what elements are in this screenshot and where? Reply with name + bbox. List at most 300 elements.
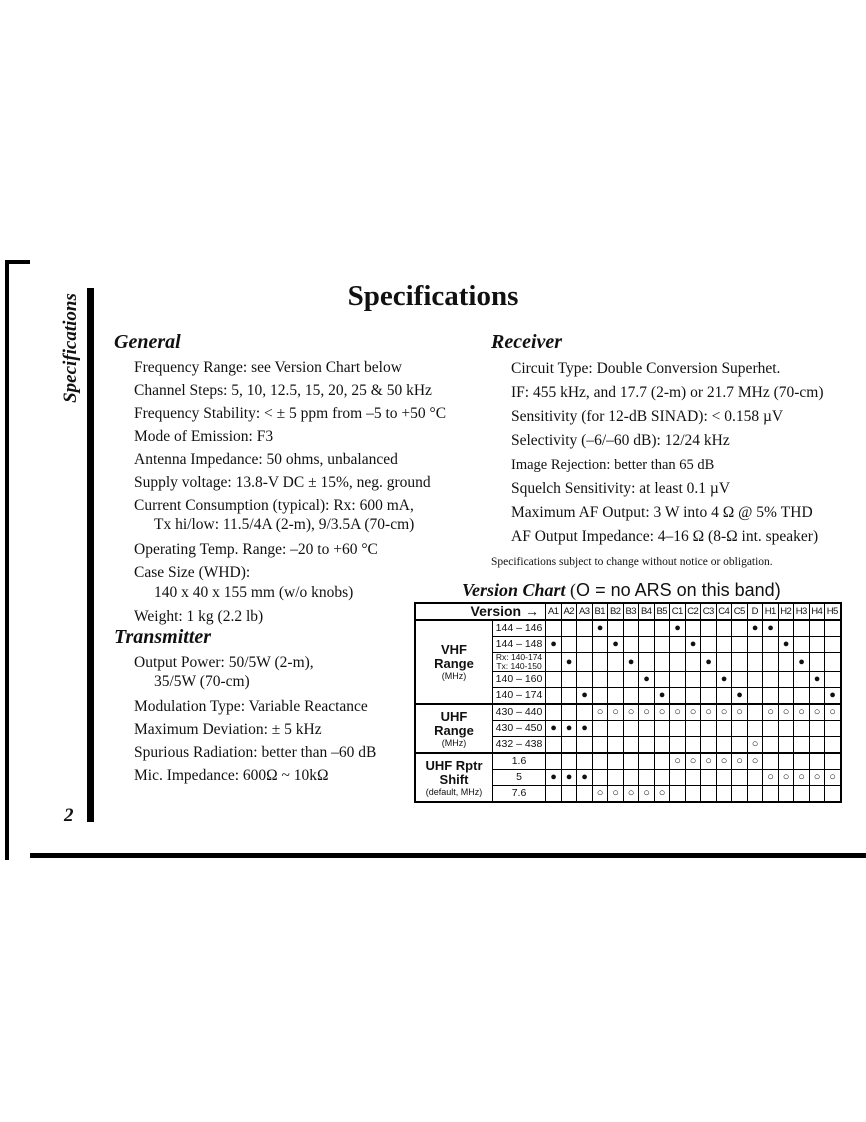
- empty-cell: [825, 620, 841, 637]
- empty-cell: [592, 770, 608, 786]
- empty-cell: [809, 786, 825, 803]
- ars-dot-mark: ●: [639, 672, 655, 688]
- empty-cell: [732, 770, 748, 786]
- spec-item: Image Rejection: better than 65 dB: [511, 457, 715, 473]
- empty-cell: [716, 737, 732, 754]
- ars-dot-mark: ●: [701, 653, 717, 672]
- group-name-line2: Shift: [439, 771, 469, 787]
- empty-cell: [809, 637, 825, 653]
- empty-cell: [701, 737, 717, 754]
- no-ars-circle-mark: ○: [685, 753, 701, 770]
- empty-cell: [670, 672, 686, 688]
- empty-cell: [546, 753, 562, 770]
- no-ars-circle-mark: ○: [747, 737, 763, 754]
- no-ars-circle-mark: ○: [685, 704, 701, 721]
- spec-item: Output Power: 50/5W (2-m),: [134, 654, 314, 671]
- empty-cell: [639, 753, 655, 770]
- empty-cell: [747, 786, 763, 803]
- empty-cell: [654, 721, 670, 737]
- empty-cell: [561, 704, 577, 721]
- table-row: [415, 753, 841, 770]
- empty-cell: [685, 653, 701, 672]
- empty-cell: [654, 770, 670, 786]
- general-spec-list: [134, 356, 446, 628]
- ars-dot-mark: ●: [577, 688, 593, 705]
- frequency-range-cell: [493, 737, 546, 754]
- no-ars-circle-mark: ○: [716, 753, 732, 770]
- ars-dot-mark: ●: [685, 637, 701, 653]
- ars-dot-mark: ●: [546, 721, 562, 737]
- ars-dot-mark: ●: [654, 688, 670, 705]
- empty-cell: [623, 672, 639, 688]
- frequency-range-cell: [493, 637, 546, 653]
- version-column-header: H5: [825, 603, 841, 620]
- ars-dot-mark: ●: [577, 721, 593, 737]
- group-name-line2: Range: [434, 656, 474, 671]
- version-column-header: H3: [794, 603, 810, 620]
- empty-cell: [623, 753, 639, 770]
- empty-cell: [825, 737, 841, 754]
- spec-item: Mic. Impedance: 600Ω ~ 10kΩ: [134, 767, 329, 784]
- range-text: 5: [516, 771, 522, 783]
- empty-cell: [561, 786, 577, 803]
- empty-cell: [670, 721, 686, 737]
- frequency-range-cell: [493, 753, 546, 770]
- empty-cell: [701, 672, 717, 688]
- empty-cell: [794, 737, 810, 754]
- empty-cell: [639, 653, 655, 672]
- empty-cell: [809, 721, 825, 737]
- empty-cell: [778, 653, 794, 672]
- empty-cell: [732, 672, 748, 688]
- version-column-header: H1: [763, 603, 779, 620]
- legend-text: = no ARS on this band): [590, 580, 781, 600]
- ars-dot-mark: ●: [716, 672, 732, 688]
- spec-item: Selectivity (–6/–60 dB): 12/24 kHz: [511, 432, 730, 449]
- legend-open-circle-symbol: O: [576, 580, 591, 600]
- empty-cell: [639, 770, 655, 786]
- empty-cell: [825, 637, 841, 653]
- empty-cell: [670, 737, 686, 754]
- empty-cell: [794, 637, 810, 653]
- empty-cell: [685, 672, 701, 688]
- ars-dot-mark: ●: [732, 688, 748, 705]
- side-rule: [87, 288, 94, 822]
- range-text: 140 – 160: [495, 673, 543, 685]
- empty-cell: [701, 620, 717, 637]
- no-ars-circle-mark: ○: [670, 704, 686, 721]
- version-chart-table: [414, 602, 842, 803]
- range-text: Rx: 140-174: [495, 652, 543, 662]
- range-text: 1.6: [511, 755, 527, 767]
- empty-cell: [794, 672, 810, 688]
- empty-cell: [561, 753, 577, 770]
- version-column-header: C2: [685, 603, 701, 620]
- version-chart-heading: Version Chart: [462, 580, 566, 600]
- empty-cell: [592, 753, 608, 770]
- group-unit: (default, MHz): [425, 786, 483, 797]
- spec-item: Supply voltage: 13.8-V DC ± 15%, neg. ground: [134, 474, 431, 491]
- empty-cell: [809, 753, 825, 770]
- ars-dot-mark: ●: [763, 620, 779, 637]
- range-text: 432 – 438: [495, 738, 543, 750]
- empty-cell: [546, 737, 562, 754]
- ars-dot-mark: ●: [561, 721, 577, 737]
- no-ars-circle-mark: ○: [794, 770, 810, 786]
- no-ars-circle-mark: ○: [639, 786, 655, 803]
- version-column-header: B2: [608, 603, 624, 620]
- empty-cell: [778, 721, 794, 737]
- no-ars-circle-mark: ○: [763, 704, 779, 721]
- empty-cell: [732, 653, 748, 672]
- spec-item: Modulation Type: Variable Reactance: [134, 698, 368, 715]
- receiver-spec-list: [511, 357, 824, 549]
- empty-cell: [577, 704, 593, 721]
- empty-cell: [809, 737, 825, 754]
- empty-cell: [561, 620, 577, 637]
- no-ars-circle-mark: ○: [747, 753, 763, 770]
- no-ars-circle-mark: ○: [701, 704, 717, 721]
- empty-cell: [654, 620, 670, 637]
- version-column-header: B1: [592, 603, 608, 620]
- empty-cell: [701, 770, 717, 786]
- range-text: 430 – 440: [495, 706, 543, 718]
- empty-cell: [685, 786, 701, 803]
- no-ars-circle-mark: ○: [592, 786, 608, 803]
- spec-item: Case Size (WHD):: [134, 564, 251, 581]
- no-ars-circle-mark: ○: [701, 753, 717, 770]
- empty-cell: [732, 721, 748, 737]
- empty-cell: [654, 653, 670, 672]
- no-ars-circle-mark: ○: [825, 704, 841, 721]
- empty-cell: [794, 688, 810, 705]
- empty-cell: [747, 637, 763, 653]
- empty-cell: [623, 620, 639, 637]
- spec-item: Sensitivity (for 12-dB SINAD): < 0.158 µV: [511, 408, 784, 425]
- page-number: 2: [64, 805, 74, 826]
- frequency-range-cell: [493, 721, 546, 737]
- ars-dot-mark: ●: [794, 653, 810, 672]
- empty-cell: [654, 672, 670, 688]
- empty-cell: [716, 770, 732, 786]
- empty-cell: [577, 753, 593, 770]
- group-unit: (MHz): [441, 737, 467, 748]
- range-text: 140 – 174: [495, 689, 543, 701]
- empty-cell: [747, 704, 763, 721]
- empty-cell: [546, 786, 562, 803]
- range-text: 144 – 148: [495, 638, 543, 650]
- transmitter-spec-list: [134, 653, 376, 787]
- empty-cell: [747, 653, 763, 672]
- table-row: [415, 704, 841, 721]
- version-column-header: B3: [623, 603, 639, 620]
- empty-cell: [546, 653, 562, 672]
- empty-cell: [592, 653, 608, 672]
- corner-mark: [5, 260, 9, 860]
- legend-open-paren: (: [570, 580, 577, 600]
- version-column-header: B5: [654, 603, 670, 620]
- spec-item: Maximum AF Output: 3 W into 4 Ω @ 5% THD: [511, 504, 813, 521]
- transmitter-heading: Transmitter: [114, 626, 212, 648]
- empty-cell: [608, 737, 624, 754]
- empty-cell: [623, 721, 639, 737]
- empty-cell: [561, 672, 577, 688]
- range-text: 144 – 146: [495, 622, 543, 634]
- empty-cell: [546, 620, 562, 637]
- empty-cell: [732, 637, 748, 653]
- disclaimer-note: Specifications subject to change without notice or obligation.: [491, 556, 773, 568]
- no-ars-circle-mark: ○: [794, 704, 810, 721]
- spec-item: Maximum Deviation: ± 5 kHz: [134, 721, 322, 738]
- empty-cell: [639, 737, 655, 754]
- no-ars-circle-mark: ○: [623, 704, 639, 721]
- empty-cell: [809, 653, 825, 672]
- frequency-range-cell: [493, 786, 546, 803]
- no-ars-circle-mark: ○: [732, 704, 748, 721]
- group-unit: (MHz): [441, 671, 467, 681]
- empty-cell: [639, 620, 655, 637]
- empty-cell: [701, 688, 717, 705]
- spec-item: Weight: 1 kg (2.2 lb): [134, 608, 264, 625]
- no-ars-circle-mark: ○: [592, 704, 608, 721]
- spec-item: Channel Steps: 5, 10, 12.5, 15, 20, 25 & 50 kHz: [134, 382, 432, 399]
- empty-cell: [747, 672, 763, 688]
- spec-item: Current Consumption (typical): Rx: 600 mA,: [134, 497, 414, 514]
- no-ars-circle-mark: ○: [809, 704, 825, 721]
- frequency-range-cell: [493, 672, 546, 688]
- empty-cell: [670, 653, 686, 672]
- no-ars-circle-mark: ○: [778, 770, 794, 786]
- general-heading: General: [114, 331, 181, 353]
- ars-dot-mark: ●: [778, 637, 794, 653]
- empty-cell: [685, 770, 701, 786]
- empty-cell: [747, 688, 763, 705]
- side-label-text: Specifications: [60, 293, 81, 403]
- empty-cell: [778, 688, 794, 705]
- empty-cell: [577, 786, 593, 803]
- empty-cell: [778, 753, 794, 770]
- empty-cell: [825, 672, 841, 688]
- empty-cell: [763, 753, 779, 770]
- empty-cell: [716, 620, 732, 637]
- spec-item: Tx hi/low: 11.5/4A (2-m), 9/3.5A (70-cm): [154, 516, 415, 533]
- ars-dot-mark: ●: [546, 770, 562, 786]
- spec-item: 35/5W (70-cm): [154, 673, 250, 690]
- version-column-header: A1: [546, 603, 562, 620]
- empty-cell: [608, 753, 624, 770]
- no-ars-circle-mark: ○: [825, 770, 841, 786]
- ars-dot-mark: ●: [623, 653, 639, 672]
- no-ars-circle-mark: ○: [716, 704, 732, 721]
- empty-cell: [763, 672, 779, 688]
- empty-cell: [670, 688, 686, 705]
- empty-cell: [747, 770, 763, 786]
- receiver-heading: Receiver: [491, 331, 563, 353]
- no-ars-circle-mark: ○: [623, 786, 639, 803]
- empty-cell: [670, 786, 686, 803]
- empty-cell: [763, 688, 779, 705]
- spec-item: IF: 455 kHz, and 17.7 (2-m) or 21.7 MHz (70-cm): [511, 384, 824, 401]
- no-ars-circle-mark: ○: [778, 704, 794, 721]
- no-ars-circle-mark: ○: [654, 786, 670, 803]
- empty-cell: [794, 620, 810, 637]
- version-column-header: H2: [778, 603, 794, 620]
- empty-cell: [716, 653, 732, 672]
- empty-cell: [561, 737, 577, 754]
- empty-cell: [732, 620, 748, 637]
- group-name: VHF: [441, 642, 467, 657]
- frequency-range-cell: [493, 770, 546, 786]
- empty-cell: [639, 688, 655, 705]
- version-column-header: A3: [577, 603, 593, 620]
- frequency-range-cell: [493, 688, 546, 705]
- empty-cell: [763, 721, 779, 737]
- spec-item: Circuit Type: Double Conversion Superhet.: [511, 360, 781, 377]
- group-name: UHF: [440, 708, 468, 724]
- group-label: [415, 620, 493, 704]
- empty-cell: [732, 786, 748, 803]
- empty-cell: [592, 672, 608, 688]
- version-column-header: A2: [561, 603, 577, 620]
- empty-cell: [670, 770, 686, 786]
- empty-cell: [778, 620, 794, 637]
- chart-header-row: [415, 603, 841, 620]
- empty-cell: [778, 737, 794, 754]
- ars-dot-mark: ●: [809, 672, 825, 688]
- empty-cell: [701, 637, 717, 653]
- no-ars-circle-mark: ○: [809, 770, 825, 786]
- group-label: [415, 704, 493, 753]
- empty-cell: [577, 672, 593, 688]
- empty-cell: [623, 637, 639, 653]
- spec-item: AF Output Impedance: 4–16 Ω (8-Ω int. speaker): [511, 528, 819, 545]
- no-ars-circle-mark: ○: [608, 704, 624, 721]
- spec-item: Mode of Emission: F3: [134, 428, 274, 445]
- empty-cell: [577, 653, 593, 672]
- empty-cell: [577, 620, 593, 637]
- empty-cell: [670, 637, 686, 653]
- empty-cell: [639, 637, 655, 653]
- ars-dot-mark: ●: [825, 688, 841, 705]
- empty-cell: [592, 688, 608, 705]
- empty-cell: [716, 637, 732, 653]
- empty-cell: [701, 721, 717, 737]
- empty-cell: [577, 637, 593, 653]
- version-column-header: B4: [639, 603, 655, 620]
- empty-cell: [561, 637, 577, 653]
- empty-cell: [685, 737, 701, 754]
- version-header-label: Version →: [415, 603, 546, 620]
- empty-cell: [716, 721, 732, 737]
- empty-cell: [732, 737, 748, 754]
- empty-cell: [778, 672, 794, 688]
- empty-cell: [608, 688, 624, 705]
- empty-cell: [825, 653, 841, 672]
- ars-dot-mark: ●: [747, 620, 763, 637]
- frequency-range-cell: [493, 653, 546, 672]
- empty-cell: [608, 620, 624, 637]
- spec-item: Operating Temp. Range: –20 to +60 °C: [134, 541, 378, 558]
- range-text: 7.6: [511, 787, 527, 799]
- range-text: 430 – 450: [495, 722, 543, 734]
- table-row: [415, 620, 841, 637]
- empty-cell: [592, 737, 608, 754]
- no-ars-circle-mark: ○: [732, 753, 748, 770]
- empty-cell: [685, 620, 701, 637]
- frequency-range-cell: [493, 704, 546, 721]
- empty-cell: [561, 688, 577, 705]
- spec-item: Frequency Stability: < ± 5 ppm from –5 to +50 °C: [134, 405, 447, 422]
- no-ars-circle-mark: ○: [763, 770, 779, 786]
- page-title: Specifications: [347, 280, 519, 312]
- ars-dot-mark: ●: [608, 637, 624, 653]
- empty-cell: [608, 672, 624, 688]
- spec-item: 140 x 40 x 155 mm (w/o knobs): [154, 584, 354, 601]
- empty-cell: [654, 753, 670, 770]
- empty-cell: [763, 786, 779, 803]
- empty-cell: [608, 653, 624, 672]
- version-column-header: C4: [716, 603, 732, 620]
- empty-cell: [546, 704, 562, 721]
- empty-cell: [639, 721, 655, 737]
- version-column-header: C3: [701, 603, 717, 620]
- group-label: [415, 753, 493, 802]
- empty-cell: [623, 737, 639, 754]
- empty-cell: [747, 721, 763, 737]
- empty-cell: [608, 721, 624, 737]
- spec-item: Frequency Range: see Version Chart below: [134, 359, 402, 376]
- empty-cell: [623, 770, 639, 786]
- empty-cell: [809, 688, 825, 705]
- ars-dot-mark: ●: [561, 770, 577, 786]
- empty-cell: [825, 786, 841, 803]
- spec-item: Spurious Radiation: better than –60 dB: [134, 744, 377, 761]
- version-column-header: C1: [670, 603, 686, 620]
- empty-cell: [809, 620, 825, 637]
- empty-cell: [763, 637, 779, 653]
- empty-cell: [577, 737, 593, 754]
- ars-dot-mark: ●: [577, 770, 593, 786]
- empty-cell: [608, 770, 624, 786]
- empty-cell: [763, 737, 779, 754]
- spec-item: Squelch Sensitivity: at least 0.1 µV: [511, 480, 731, 497]
- spec-item: Antenna Impedance: 50 ohms, unbalanced: [134, 451, 398, 468]
- empty-cell: [654, 637, 670, 653]
- empty-cell: [825, 753, 841, 770]
- empty-cell: [794, 786, 810, 803]
- frequency-range-cell: [493, 620, 546, 637]
- version-chart-title: [462, 580, 781, 601]
- empty-cell: [685, 688, 701, 705]
- empty-cell: [716, 786, 732, 803]
- ars-dot-mark: ●: [670, 620, 686, 637]
- bottom-rule: [30, 853, 866, 858]
- empty-cell: [546, 672, 562, 688]
- empty-cell: [701, 786, 717, 803]
- ars-dot-mark: ●: [546, 637, 562, 653]
- empty-cell: [654, 737, 670, 754]
- empty-cell: [623, 688, 639, 705]
- empty-cell: [592, 721, 608, 737]
- no-ars-circle-mark: ○: [608, 786, 624, 803]
- empty-cell: [716, 688, 732, 705]
- ars-dot-mark: ●: [561, 653, 577, 672]
- empty-cell: [685, 721, 701, 737]
- empty-cell: [778, 786, 794, 803]
- no-ars-circle-mark: ○: [670, 753, 686, 770]
- version-column-header: H4: [809, 603, 825, 620]
- empty-cell: [794, 753, 810, 770]
